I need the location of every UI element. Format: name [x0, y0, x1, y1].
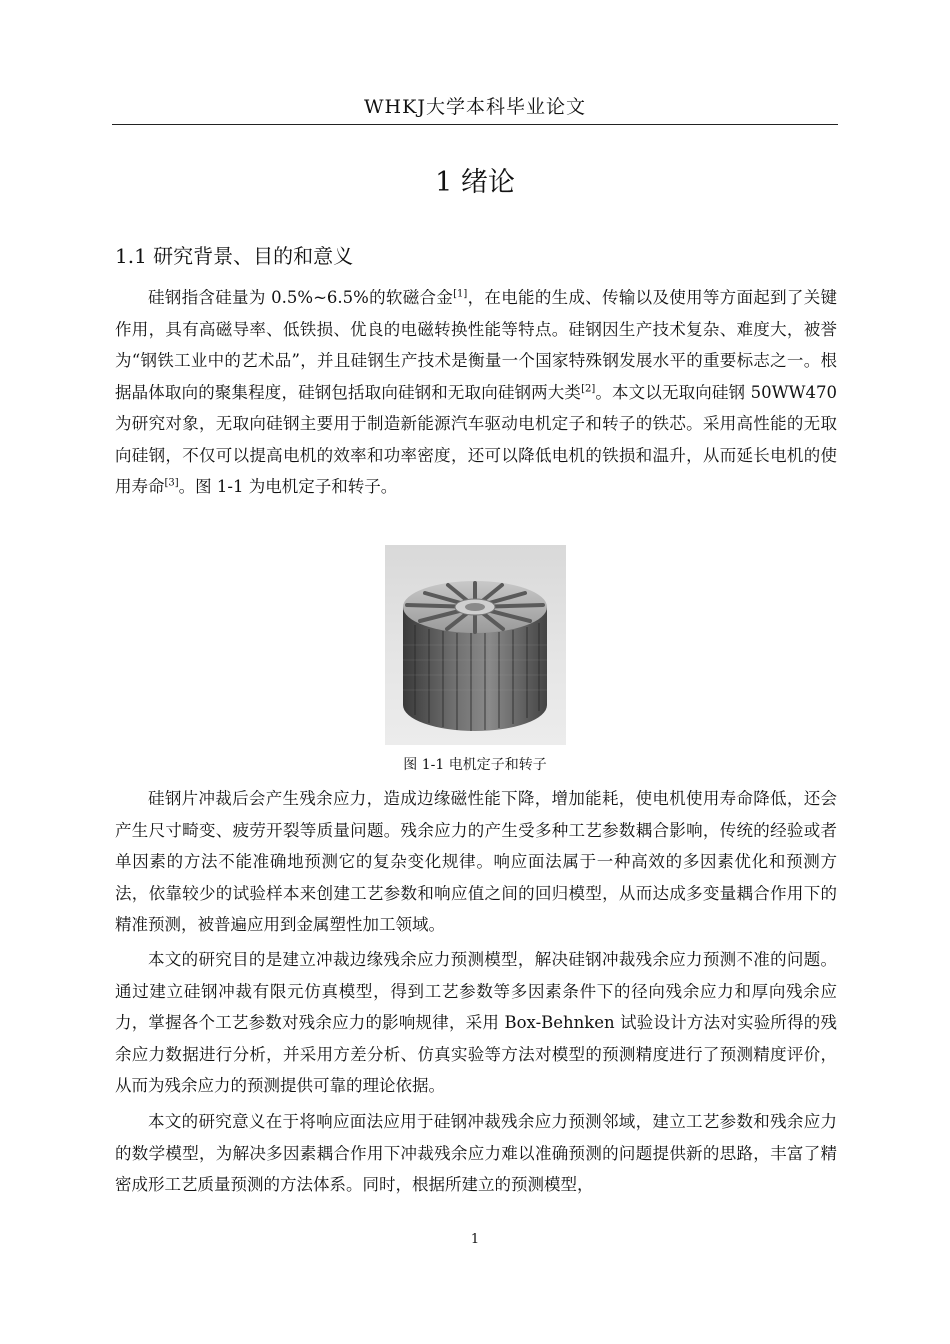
citation-ref: [3]	[164, 477, 179, 489]
section-title: 1.1 研究背景、目的和意义	[115, 244, 354, 268]
figure-caption: 图 1-1 电机定子和转子	[403, 757, 547, 773]
chapter-title: 1 绪论	[435, 167, 515, 198]
paragraph-text: 。图 1-1 为电机定子和转子。	[178, 477, 398, 496]
body-paragraph	[115, 282, 837, 503]
motor-stator-rotor-image	[385, 545, 566, 745]
body-paragraph: 本文的研究意义在于将响应面法应用于硅钢冲裁残余应力预测邻域，建立工艺参数和残余应力的数学模型，为解决多因素耦合作用下冲裁残余应力难以准确预测的问题提供新的思路，丰富了精密成形工艺质量预测的方法体系。同时，根据所建立的预测模型，	[115, 1112, 837, 1194]
body-paragraph: 硅钢片冲裁后会产生残余应力，造成边缘磁性能下降，增加能耗，使电机使用寿命降低，还会产生尺寸畸变、疲劳开裂等质量问题。残余应力的产生受多种工艺参数耦合影响，传统的经验或者单因素的方法不能准确地预测它的复杂变化规律。响应面法属于一种高效的多因素优化和预测方法，依靠较少的试验样本来创建工艺参数和响应值之间的回归模型，从而达成多变量耦合作用下的精准预测，被普遍应用到金属塑性加工领域。	[115, 789, 837, 934]
paragraph-text: 。本文以无取向硅钢 50WW470 为研究对象，无取向硅钢主要用于制造新能源汽车驱动电机定子和转子的铁芯。采用高性能的无取向硅钢，不仅可以提高电机的效率和功率密度，还可以降低电机的铁损和温升，从而延长电机的使用寿命	[115, 382, 838, 496]
body-paragraph: 本文的研究目的是建立冲裁边缘残余应力预测模型，解决硅钢冲裁残余应力预测不准的问题。通过建立硅钢冲裁有限元仿真模型，得到工艺参数等多因素条件下的径向残余应力和厚向残余应力，掌握各个工艺参数对残余应力的影响规律，采用 Box-Behnken 试验设计方法对实验所得的残余应力数据进行分析，并采用方差分析、仿真实验等方法对模型的预测精度进行了预测精度评价，从而为残余应力的预测提供可靠的理论依据。	[115, 950, 837, 1095]
paragraph-text: 硅钢指含硅量为 0.5%~6.5%的软磁合金	[148, 288, 454, 307]
page-number: 1	[470, 1232, 480, 1247]
citation-ref: [2]	[581, 383, 596, 394]
running-header: WHKJ大学本科毕业论文	[364, 96, 586, 118]
header-rule	[112, 124, 838, 125]
citation-ref: [1]	[453, 288, 468, 300]
paragraph-text: ，在电能的生成、传输以及使用等方面起到了关键作用，具有高磁导率、低铁损、优良的电磁转换性能等特点。硅钢因生产技术复杂、难度大，被誉为“钢铁工业中的艺术品”，并且硅钢生产技术是衡量一个国家特殊钢发展水平的重要标志之一。根据晶体取向的聚集程度，硅钢包括取向硅钢和无取向硅钢两大类	[115, 288, 837, 402]
